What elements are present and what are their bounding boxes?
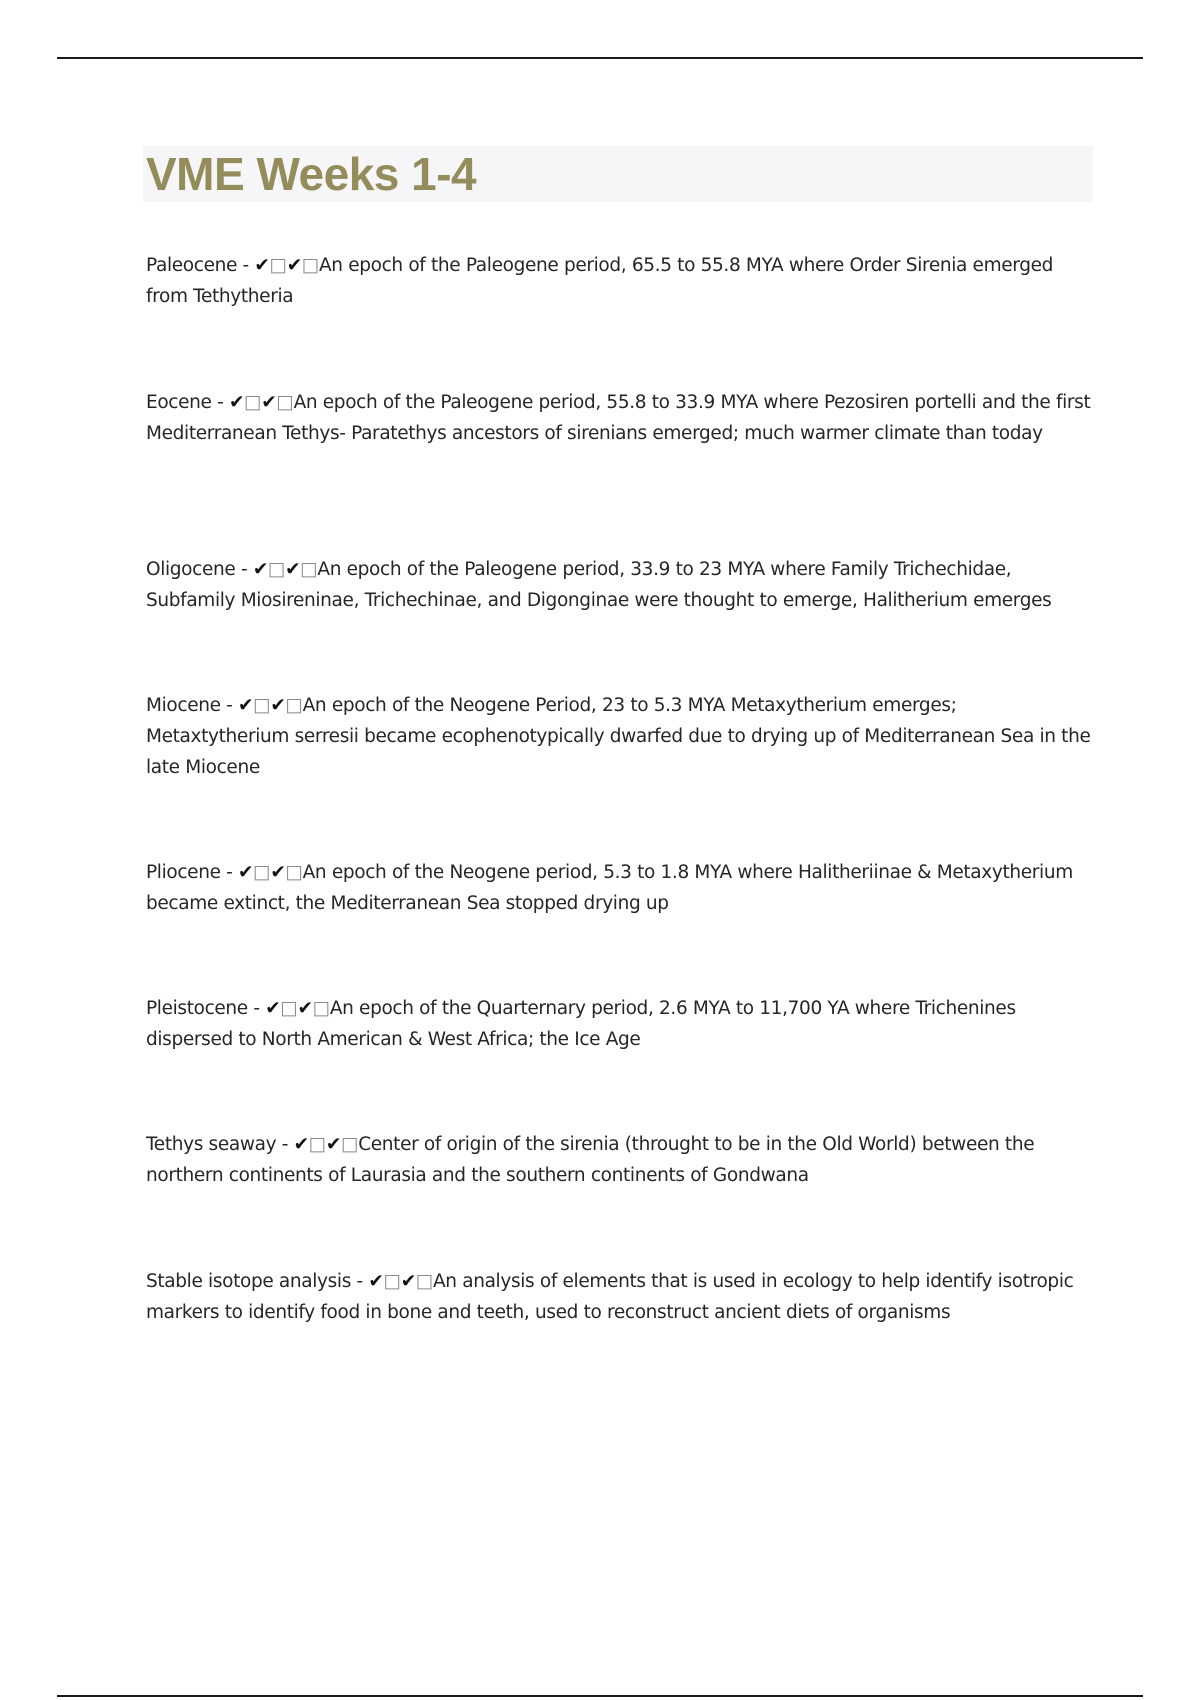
box-icon: □ bbox=[341, 1134, 359, 1155]
entry-definition: An epoch of the Neogene Period, 23 to 5.3 MYA Metaxytherium emerges; Metaxtytherium serresii became ecophenotypically dwarfed due to drying up of Mediterranean Sea in the late Miocene bbox=[146, 695, 1091, 778]
entry-term: Pliocene bbox=[146, 862, 221, 883]
box-icon: □ bbox=[285, 862, 303, 883]
bottom-divider bbox=[57, 1695, 1143, 1697]
entry-term: Pleistocene bbox=[146, 998, 248, 1019]
box-icon: □ bbox=[253, 695, 271, 716]
box-icon: □ bbox=[280, 998, 298, 1019]
box-icon: □ bbox=[301, 255, 319, 276]
box-icon: □ bbox=[312, 998, 330, 1019]
entry-term: Tethys seaway bbox=[146, 1134, 277, 1155]
check-mark-icon: ✔ bbox=[286, 255, 302, 276]
entry-separator: - bbox=[211, 392, 229, 413]
entry-definition: An epoch of the Paleogene period, 55.8 to 33.9 MYA where Pezosiren portelli and the first Mediterranean Tethys- Paratethys ancestors of sirenians emerged; much warmer climate than today bbox=[146, 392, 1091, 444]
entry-definition: An analysis of elements that is used in ecology to help identify isotropic markers to identify food in bone and teeth, used to reconstruct ancient diets of organisms bbox=[146, 1271, 1074, 1323]
box-icon: □ bbox=[285, 695, 303, 716]
entry-stable-isotope-analysis bbox=[146, 1266, 1096, 1328]
box-icon: □ bbox=[253, 862, 271, 883]
entry-miocene bbox=[146, 690, 1096, 783]
entry-separator: - bbox=[235, 559, 253, 580]
check-mark-icon: ✔ bbox=[252, 559, 268, 580]
check-mark-icon: ✔ bbox=[270, 695, 286, 716]
check-mark-icon: ✔ bbox=[254, 255, 270, 276]
entry-separator: - bbox=[220, 695, 239, 716]
entry-term: Miocene bbox=[146, 695, 221, 716]
entry-term: Oligocene bbox=[146, 559, 236, 580]
box-icon: □ bbox=[415, 1271, 433, 1292]
box-icon: □ bbox=[244, 392, 262, 413]
check-mark-icon: ✔ bbox=[293, 1134, 309, 1155]
entry-definition: An epoch of the Paleogene period, 33.9 to 23 MYA where Family Trichechidae, Subfamily Miosireninae, Trichechinae, and Digonginae were thought to emerge, Halitherium emerges bbox=[146, 559, 1052, 611]
check-mark-icon: ✔ bbox=[325, 1134, 342, 1155]
check-mark-icon: ✔ bbox=[400, 1271, 416, 1292]
entry-definition: An epoch of the Neogene period, 5.3 to 1.8 MYA where Halitheriinae & Metaxytherium became extinct, the Mediterranean Sea stopped drying up bbox=[146, 862, 1073, 914]
check-mark-icon: ✔ bbox=[285, 559, 301, 580]
check-mark-icon: ✔ bbox=[238, 695, 254, 716]
box-icon: □ bbox=[383, 1271, 401, 1292]
entry-separator: - bbox=[276, 1134, 294, 1155]
entry-definition: An epoch of the Paleogene period, 65.5 to 55.8 MYA where Order Sirenia emerged from Tethytheria bbox=[146, 255, 1054, 307]
check-mark-icon: ✔ bbox=[238, 862, 254, 883]
check-mark-icon: ✔ bbox=[261, 392, 277, 413]
entry-eocene bbox=[146, 387, 1096, 449]
check-mark-icon: ✔ bbox=[368, 1271, 384, 1292]
entry-term: Eocene bbox=[146, 392, 212, 413]
check-mark-icon: ✔ bbox=[297, 998, 313, 1019]
entry-oligocene bbox=[146, 554, 1096, 616]
top-divider bbox=[57, 57, 1143, 59]
entry-definition: An epoch of the Quarternary period, 2.6 MYA to 11,700 YA where Trichenines dispersed to North American & West Africa; the Ice Age bbox=[146, 998, 1016, 1050]
entry-term: Paleocene bbox=[146, 255, 238, 276]
box-icon: □ bbox=[276, 392, 294, 413]
page-title: VME Weeks 1-4 bbox=[146, 148, 477, 200]
box-icon: □ bbox=[300, 559, 318, 580]
entry-separator: - bbox=[247, 998, 266, 1019]
entry-separator: - bbox=[351, 1271, 369, 1292]
box-icon: □ bbox=[269, 255, 287, 276]
entry-term: Stable isotope analysis bbox=[146, 1271, 352, 1292]
box-icon: □ bbox=[308, 1134, 326, 1155]
entry-paleocene bbox=[146, 250, 1096, 312]
entry-definition: Center of origin of the sirenia (throught to be in the Old World) between the northern continents of Laurasia and the southern continents of Gondwana bbox=[146, 1134, 1035, 1186]
check-mark-icon: ✔ bbox=[228, 392, 245, 413]
check-mark-icon: ✔ bbox=[265, 998, 281, 1019]
entry-separator: - bbox=[237, 255, 255, 276]
entry-pliocene bbox=[146, 857, 1096, 919]
box-icon: □ bbox=[267, 559, 286, 580]
entry-tethys-seaway bbox=[146, 1129, 1096, 1191]
entry-separator: - bbox=[220, 862, 239, 883]
check-mark-icon: ✔ bbox=[270, 862, 286, 883]
entry-pleistocene bbox=[146, 993, 1096, 1055]
